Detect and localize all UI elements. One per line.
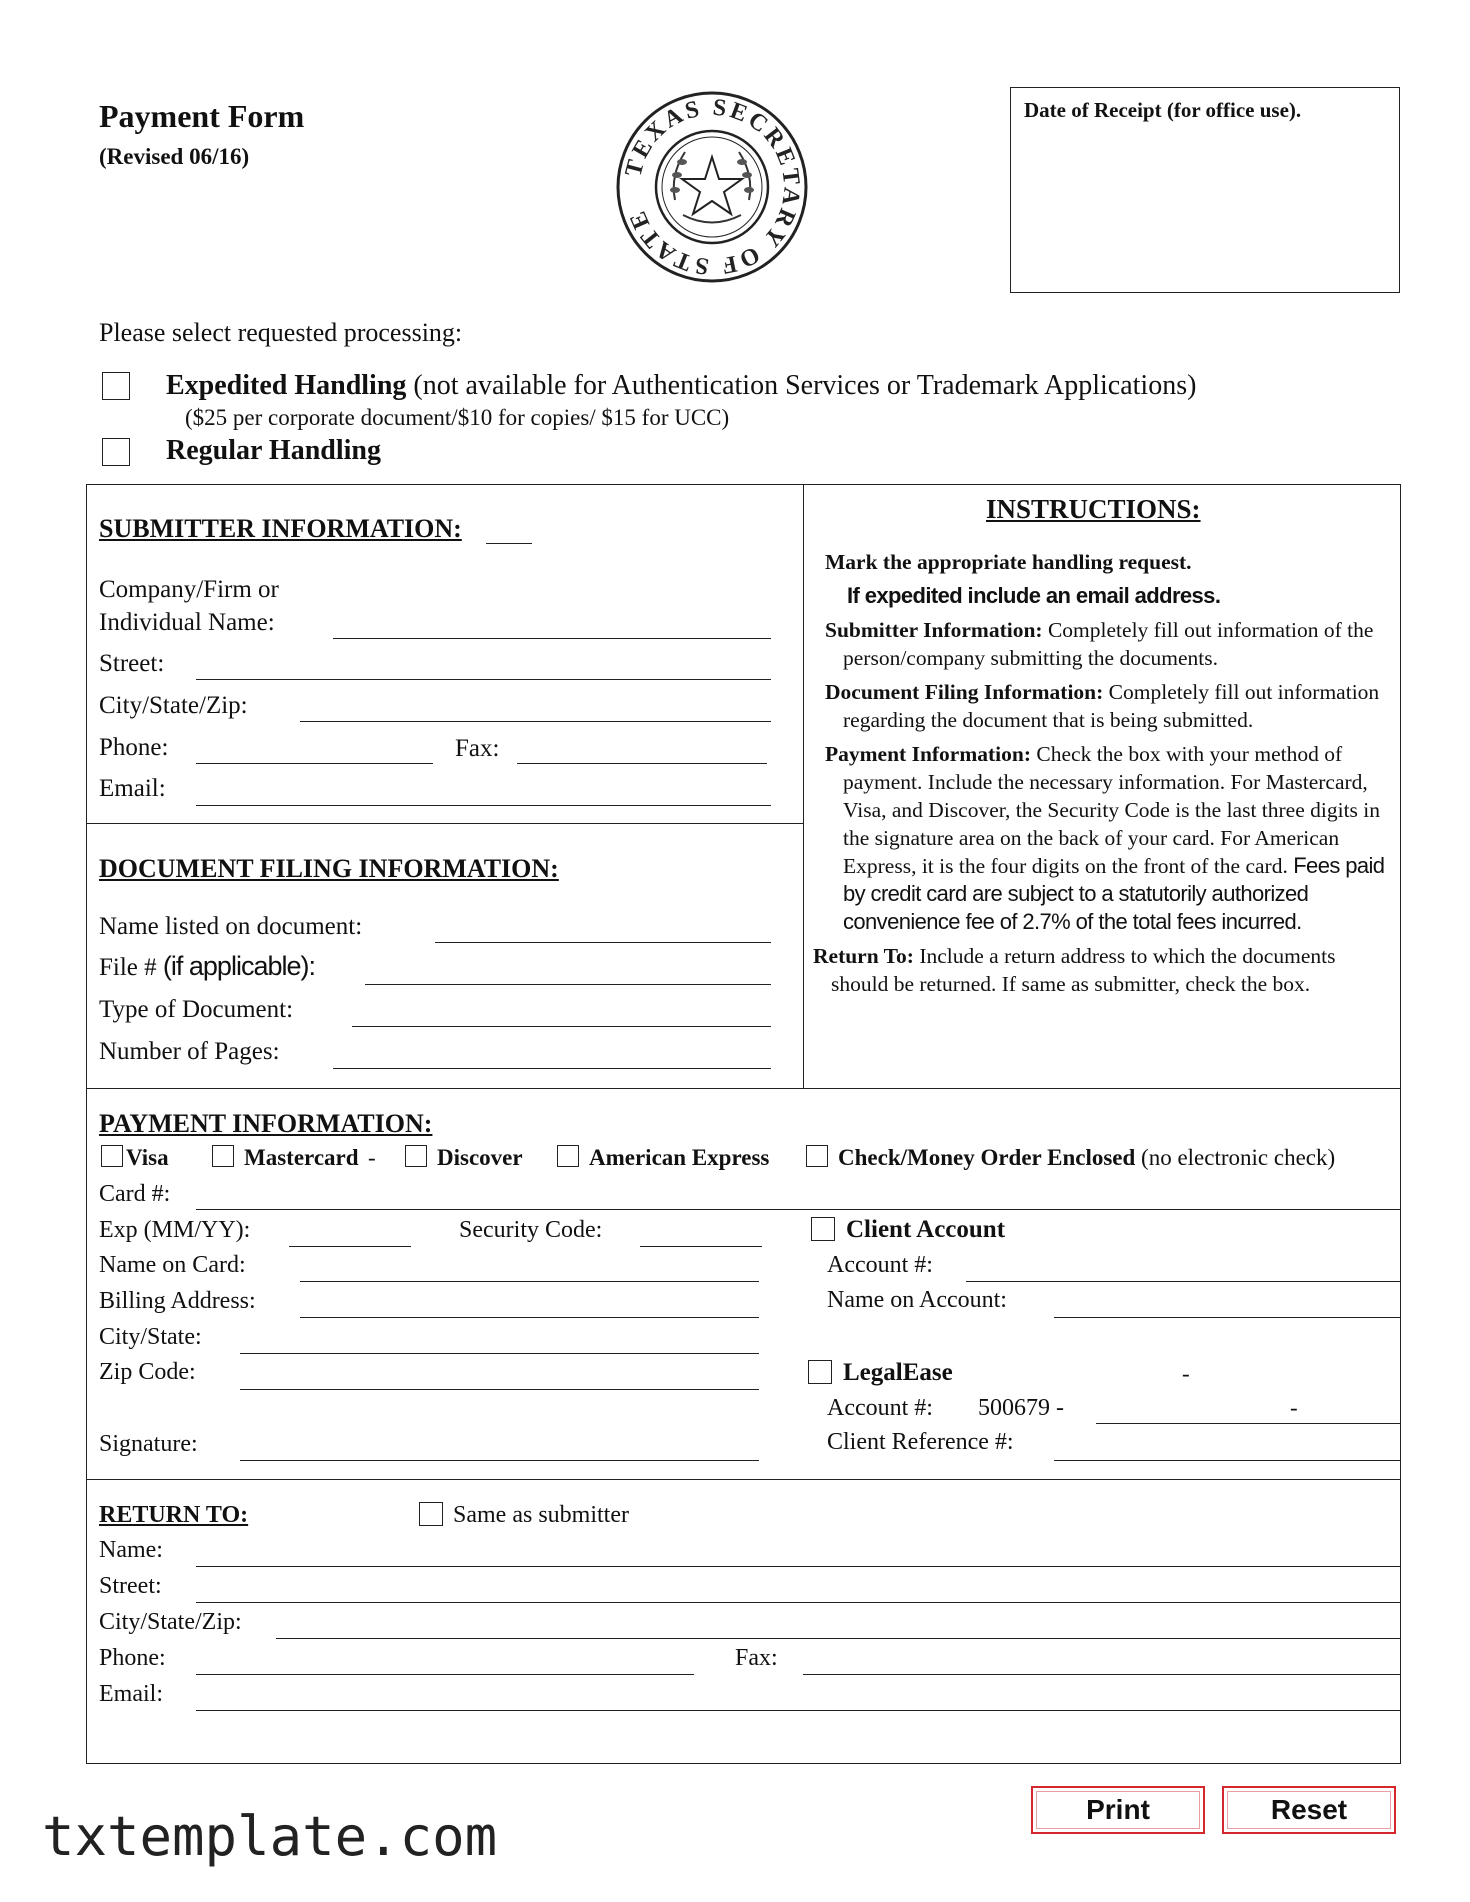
visa-label: Visa: [126, 1145, 169, 1170]
visa-checkbox[interactable]: [101, 1145, 123, 1167]
regular-handling-label: Regular Handling: [166, 435, 381, 466]
document-type-field[interactable]: [352, 1026, 771, 1027]
submitter-divider: [86, 823, 803, 824]
submitter-heading-underline-extend: [486, 543, 532, 544]
document-name-label: Name listed on document:: [99, 913, 363, 940]
file-number-field[interactable]: [365, 984, 771, 985]
return-heading: RETURN TO:: [99, 1502, 249, 1528]
instructions-submitter: [825, 616, 1385, 672]
column-divider: [803, 484, 804, 1088]
exp-field[interactable]: [289, 1246, 411, 1247]
return-city-field[interactable]: [276, 1638, 1400, 1639]
payment-heading: PAYMENT INFORMATION:: [99, 1109, 433, 1138]
zip-code-field[interactable]: [240, 1389, 759, 1390]
submitter-name-label-2: Individual Name:: [99, 609, 275, 636]
return-street-field[interactable]: [196, 1602, 1400, 1603]
instructions-fee-note: Fees paid by credit card are subject to a statutorily authorized convenience fee of 2.7% of the total fees incurred.: [843, 853, 1385, 934]
page-count-label: Number of Pages:: [99, 1038, 280, 1065]
expedited-handling-label: Expedited Handling: [166, 370, 407, 401]
client-account-number-label: Account #:: [827, 1252, 933, 1278]
billing-city-label: City/State:: [99, 1324, 202, 1350]
return-fax-label: Fax:: [735, 1645, 778, 1671]
page-title: Payment Form: [99, 98, 305, 134]
billing-city-field[interactable]: [240, 1353, 759, 1354]
return-name-field[interactable]: [196, 1566, 1400, 1567]
instructions-submitter-text: Completely fill out information of the person/company submitting the documents.: [843, 618, 1374, 670]
instructions-return-text: Include a return address to which the documents should be returned. If same as submitter, check the box.: [831, 944, 1336, 996]
expedited-handling-row: [166, 372, 1196, 400]
client-reference-field[interactable]: [1054, 1460, 1400, 1461]
mastercard-dash: -: [368, 1145, 376, 1170]
return-phone-label: Phone:: [99, 1645, 166, 1671]
instructions-submitter-bold: Submitter Information:: [825, 618, 1043, 642]
legalease-checkbox[interactable]: [808, 1360, 832, 1384]
name-on-account-field[interactable]: [1054, 1317, 1400, 1318]
legalease-label: LegalEase: [843, 1359, 953, 1386]
regular-handling-checkbox[interactable]: [102, 438, 130, 466]
instructions-panel: [813, 548, 1385, 1004]
document-heading: DOCUMENT FILING INFORMATION:: [99, 854, 559, 883]
security-code-label: Security Code:: [459, 1217, 603, 1243]
check-money-order-row: [838, 1146, 1335, 1169]
name-on-card-label: Name on Card:: [99, 1252, 246, 1278]
exp-label: Exp (MM/YY):: [99, 1217, 251, 1243]
expedited-fees-note: ($25 per corporate document/$10 for copies/ $15 for UCC): [185, 405, 730, 430]
submitter-street-field[interactable]: [196, 679, 771, 680]
amex-checkbox[interactable]: [557, 1145, 579, 1167]
svg-text:TEXAS SECRETARY OF STATE: TEXAS SECRETARY OF STATE: [620, 94, 805, 280]
instructions-document: [825, 678, 1385, 734]
document-name-field[interactable]: [435, 942, 771, 943]
same-as-submitter-checkbox[interactable]: [419, 1502, 443, 1526]
discover-label: Discover: [437, 1145, 523, 1170]
name-on-card-field[interactable]: [300, 1281, 759, 1282]
file-number-label-row: [99, 953, 315, 980]
submitter-phone-label: Phone:: [99, 734, 169, 761]
submitter-email-label: Email:: [99, 775, 166, 802]
billing-address-label: Billing Address:: [99, 1288, 256, 1314]
instructions-payment-bold: Payment Information:: [825, 742, 1032, 766]
print-button[interactable]: Print: [1031, 1786, 1205, 1834]
reset-button[interactable]: Reset: [1222, 1786, 1396, 1834]
return-phone-field[interactable]: [196, 1674, 694, 1675]
office-use-label: Date of Receipt (for office use).: [1024, 98, 1302, 122]
zip-code-label: Zip Code:: [99, 1359, 196, 1385]
legalease-account-field[interactable]: [1096, 1423, 1400, 1424]
submitter-name-field[interactable]: [333, 638, 771, 639]
instructions-document-bold: Document Filing Information:: [825, 680, 1104, 704]
return-street-label: Street:: [99, 1573, 162, 1599]
return-email-label: Email:: [99, 1681, 163, 1707]
security-code-field[interactable]: [640, 1246, 762, 1247]
signature-label: Signature:: [99, 1431, 198, 1457]
page-count-field[interactable]: [333, 1068, 771, 1069]
revision-date: (Revised 06/16): [99, 144, 250, 169]
card-number-label: Card #:: [99, 1181, 171, 1207]
client-account-checkbox[interactable]: [811, 1217, 835, 1241]
legalease-account-label: Account #:: [827, 1395, 933, 1421]
client-account-number-field[interactable]: [966, 1281, 1400, 1282]
submitter-fax-label: Fax:: [455, 735, 500, 762]
processing-prompt: Please select requested processing:: [99, 318, 463, 347]
file-number-note: (if applicable):: [162, 951, 315, 981]
amex-label: American Express: [589, 1145, 770, 1170]
return-top-divider: [86, 1479, 1401, 1480]
instructions-document-text: Completely fill out information regarding the document that is being submitted.: [843, 680, 1380, 732]
legalease-dash-top: -: [1182, 1361, 1190, 1386]
same-as-submitter-label: Same as submitter: [453, 1502, 629, 1528]
office-use-box: [1010, 87, 1400, 293]
submitter-email-field[interactable]: [196, 805, 771, 806]
instructions-line-2: If expedited include an email address.: [847, 583, 1221, 608]
expedited-handling-note: (not available for Authentication Services or Trademark Applications): [413, 370, 1197, 401]
watermark: txtemplate.com: [42, 1805, 498, 1868]
check-money-order-note: (no electronic check): [1141, 1145, 1336, 1170]
check-money-order-label: Check/Money Order Enclosed: [838, 1145, 1136, 1170]
return-name-label: Name:: [99, 1537, 163, 1563]
mastercard-label: Mastercard: [244, 1145, 359, 1170]
legalease-account-prefix: 500679 -: [978, 1395, 1064, 1421]
file-number-label: File #: [99, 954, 157, 981]
instructions-payment-text: Check the box with your method of payment. Include the necessary information. For Mastercard, Visa, and Discover, the Security Code is the last three digits in the signature area on the back of your card. For American Express, it is the four digits on the front of the card.: [843, 742, 1381, 878]
instructions-payment: [825, 740, 1385, 936]
submitter-city-label: City/State/Zip:: [99, 692, 248, 719]
expedited-handling-checkbox[interactable]: [102, 372, 130, 400]
return-email-field[interactable]: [196, 1710, 1400, 1711]
submitter-street-label: Street:: [99, 650, 165, 677]
return-city-label: City/State/Zip:: [99, 1609, 242, 1635]
instructions-line-1: Mark the appropriate handling request.: [825, 550, 1192, 574]
mastercard-checkbox[interactable]: [212, 1145, 234, 1167]
legalease-dash-right: -: [1290, 1395, 1298, 1420]
texas-secretary-of-state-seal: [615, 90, 809, 284]
client-account-label: Client Account: [846, 1216, 1006, 1243]
submitter-name-label-1: Company/Firm or: [99, 576, 279, 603]
check-money-order-checkbox[interactable]: [806, 1145, 828, 1167]
billing-address-field[interactable]: [300, 1317, 759, 1318]
instructions-heading: INSTRUCTIONS:: [986, 494, 1201, 524]
submitter-heading: SUBMITTER INFORMATION:: [99, 514, 462, 543]
discover-checkbox[interactable]: [405, 1145, 427, 1167]
instructions-return-bold: Return To:: [813, 944, 914, 968]
signature-field[interactable]: [240, 1460, 759, 1461]
submitter-fax-field[interactable]: [517, 763, 767, 764]
client-reference-label: Client Reference #:: [827, 1429, 1014, 1455]
payment-top-divider: [86, 1088, 1401, 1089]
return-fax-field[interactable]: [803, 1674, 1400, 1675]
card-number-field[interactable]: [196, 1209, 1400, 1210]
submitter-city-field[interactable]: [300, 721, 771, 722]
submitter-phone-field[interactable]: [196, 763, 433, 764]
document-type-label: Type of Document:: [99, 996, 294, 1023]
name-on-account-label: Name on Account:: [827, 1287, 1007, 1313]
instructions-return: [813, 942, 1385, 998]
